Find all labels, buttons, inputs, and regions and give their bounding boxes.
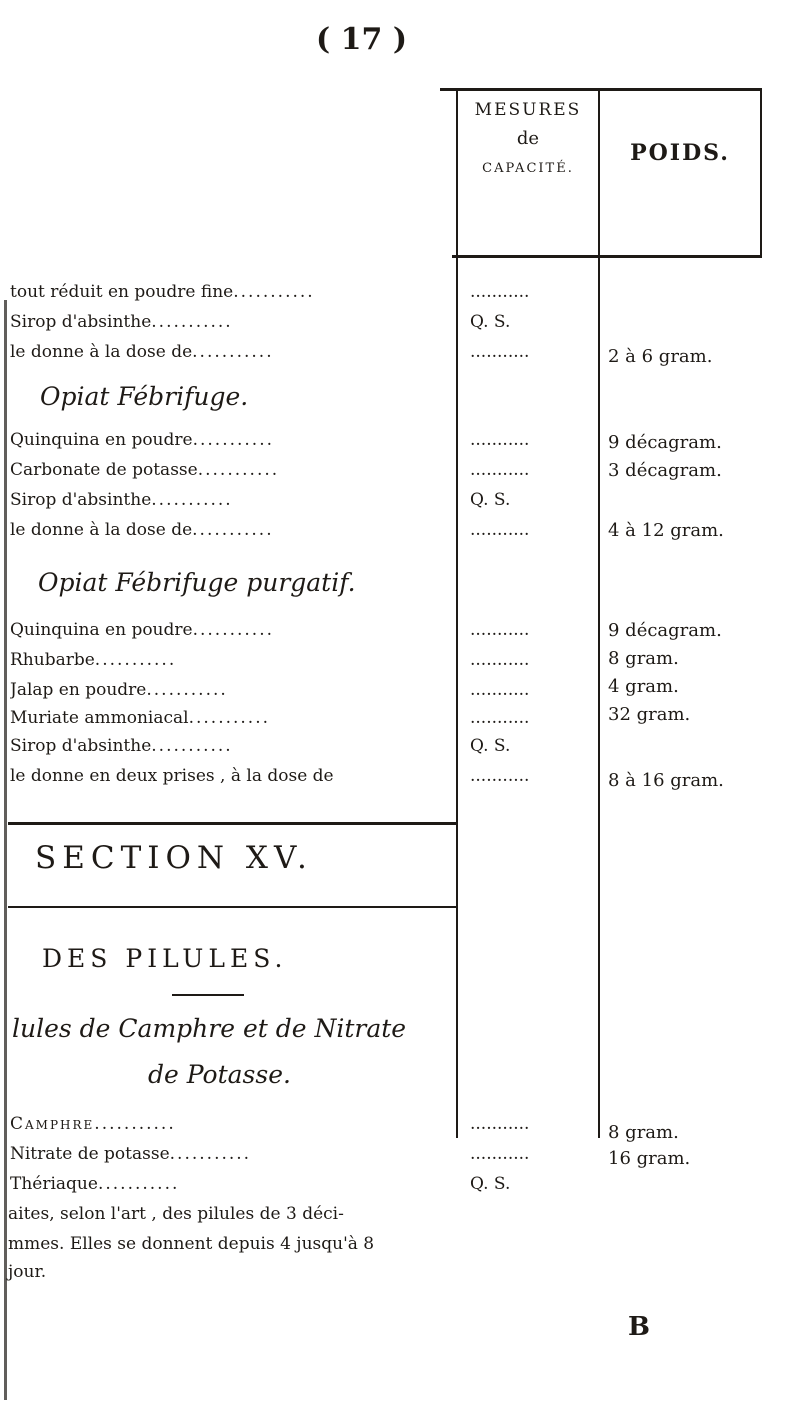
capacity-dots: ........... [470, 680, 530, 700]
item-label: Muriate ammoniacal [10, 708, 189, 728]
list-item [10, 430, 456, 460]
capacity-value: Q. S. [470, 490, 511, 510]
list-item [10, 1144, 456, 1174]
list-item [10, 620, 456, 650]
leader-dots: ........... [146, 680, 228, 700]
weight-value: 4 gram. [608, 676, 679, 697]
weight-value: 2 à 6 gram. [608, 346, 713, 367]
capacity-dots: ........... [470, 620, 530, 640]
left-margin-rule [4, 300, 7, 1400]
weight-value: 16 gram. [608, 1148, 691, 1169]
note-line: mmes. Elles se donnent depuis 4 jusqu'à 8 [8, 1234, 375, 1254]
leader-dots: ........... [151, 736, 233, 756]
list-item [10, 490, 456, 520]
page-number: ( 17 ) [316, 22, 408, 57]
leader-dots: ........... [233, 282, 315, 302]
list-item [10, 520, 456, 550]
capacity-header-line2: de [516, 128, 540, 149]
weight-value: 9 décagram. [608, 432, 722, 453]
item-label: le donne à la dose de [10, 520, 193, 540]
weight-value: 8 à 16 gram. [608, 770, 724, 791]
section-subtitle: DES PILULES. [42, 944, 288, 973]
leader-dots: ........... [188, 708, 271, 728]
item-label: Quinquina en poudre [10, 620, 193, 640]
item-label: le donne à la dose de [10, 342, 193, 362]
capacity-dots: ........... [470, 650, 530, 670]
capacity-value: Q. S. [470, 736, 511, 756]
capacity-header [458, 100, 598, 176]
weight-value: 3 décagram. [608, 460, 722, 481]
capacity-dots: ........... [470, 1114, 530, 1134]
leader-dots: ........... [192, 342, 274, 362]
leader-dots: ........... [151, 312, 233, 332]
header-rule [452, 255, 762, 258]
capacity-value: Q. S. [470, 1174, 511, 1194]
top-rule [440, 88, 760, 91]
capacity-header-line3: CAPACITÉ. [482, 161, 574, 176]
item-label: Carbonate de potasse [10, 460, 198, 480]
list-item [10, 708, 456, 738]
list-item [10, 1114, 456, 1144]
capacity-value: Q. S. [470, 312, 511, 332]
section-rule-top [8, 822, 456, 825]
item-label: Camphre [10, 1114, 95, 1134]
capacity-header-line1: MESURES [474, 100, 582, 120]
column-divider-left [456, 88, 458, 1138]
item-label: Nitrate de potasse [10, 1144, 170, 1164]
recipe-title: lules de Camphre et de Nitrate [12, 1014, 407, 1043]
list-item [10, 312, 456, 342]
column-divider-right [598, 88, 600, 1138]
leader-dots: ........... [94, 1114, 176, 1134]
item-label: Sirop d'absinthe [10, 312, 152, 332]
leader-dots: ........... [192, 430, 275, 450]
leader-dots: ........... [197, 460, 280, 480]
leader-dots: ........... [151, 490, 233, 510]
capacity-dots: ........... [470, 430, 530, 450]
capacity-dots: ........... [470, 460, 530, 480]
list-item [10, 650, 456, 680]
list-item [10, 680, 456, 710]
list-item [10, 342, 456, 372]
weight-value: 8 gram. [608, 1122, 679, 1143]
item-label: Rhubarbe [10, 650, 95, 670]
capacity-dots: ........... [470, 342, 530, 362]
capacity-dots: ........... [470, 282, 530, 302]
capacity-dots: ........... [470, 708, 530, 728]
note-line: jour. [8, 1262, 47, 1282]
list-item [10, 736, 456, 766]
section-rule-bottom [8, 906, 456, 908]
item-label: Thériaque [10, 1174, 98, 1194]
subtitle-rule [172, 994, 244, 996]
weight-value: 32 gram. [608, 704, 691, 725]
leader-dots: ........... [169, 1144, 252, 1164]
weight-value: 8 gram. [608, 648, 679, 669]
item-label: tout réduit en poudre fine [10, 282, 234, 302]
recipe-title: Opiat Fébrifuge. [40, 382, 249, 411]
leader-dots: ........... [97, 1174, 180, 1194]
signature-letter: B [628, 1312, 650, 1342]
recipe-title: Opiat Fébrifuge purgatif. [38, 568, 356, 597]
list-item [10, 282, 456, 312]
weight-value: 9 décagram. [608, 620, 722, 641]
leader-dots: ........... [192, 520, 274, 540]
item-label: Jalap en poudre [10, 680, 147, 700]
item-label: le donne en deux prises , à la dose de [10, 766, 334, 786]
right-edge-rule [760, 88, 762, 258]
weight-header: POIDS. [630, 140, 730, 166]
list-item [10, 766, 456, 796]
weight-value: 4 à 12 gram. [608, 520, 724, 541]
capacity-dots: ........... [470, 766, 530, 786]
leader-dots: ........... [94, 650, 177, 670]
recipe-title-line2: de Potasse. [148, 1060, 291, 1089]
item-label: Quinquina en poudre [10, 430, 193, 450]
capacity-dots: ........... [470, 1144, 530, 1164]
list-item [10, 460, 456, 490]
item-label: Sirop d'absinthe [10, 736, 152, 756]
list-item [10, 1174, 456, 1204]
leader-dots: ........... [192, 620, 275, 640]
note-line: aites, selon l'art , des pilules de 3 déci- [8, 1204, 344, 1224]
capacity-dots: ........... [470, 520, 530, 540]
section-title: SECTION XV. [35, 840, 313, 876]
item-label: Sirop d'absinthe [10, 490, 152, 510]
